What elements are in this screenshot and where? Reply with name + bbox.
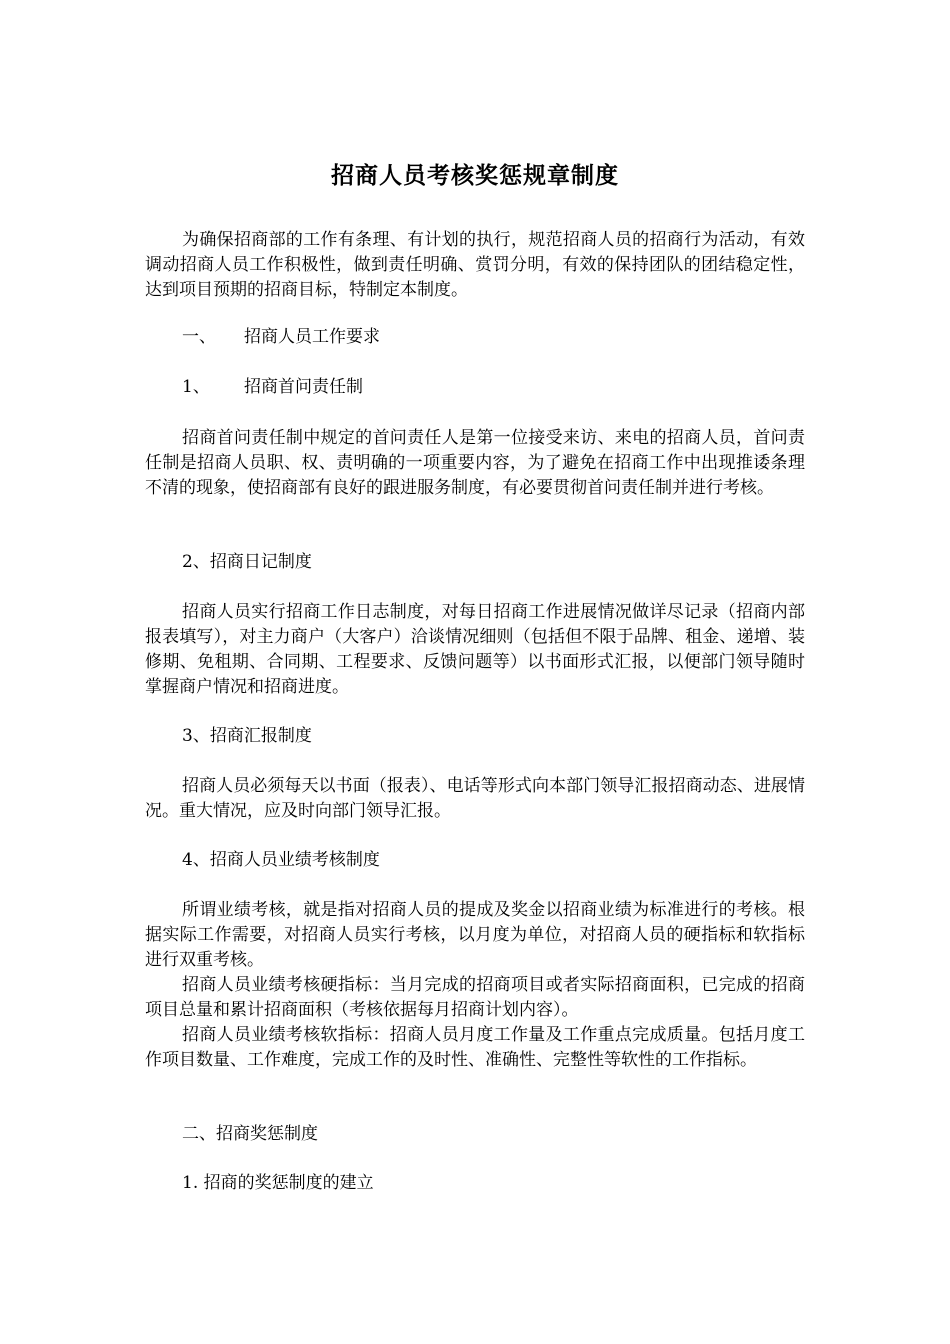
intro-paragraph-block bbox=[145, 228, 805, 303]
item2-paragraph-block bbox=[145, 600, 805, 700]
item-heading-2: 2、招商日记制度 bbox=[182, 552, 312, 572]
item-number: 1、 bbox=[182, 377, 210, 397]
document-title: 招商人员考核奖惩规章制度 bbox=[331, 162, 619, 189]
item2-paragraph: 招商人员实行招商工作日志制度，对每日招商工作进展情况做详尽记录（招商内部报表填写），对主力商户（大客户）洽谈情况细则（包括但不限于品牌、租金、递增、装修期、免租期、合同期、工程要求、反馈问题等）以书面形式汇报，以便部门领导随时掌握商户情况和招商进度。 bbox=[145, 602, 805, 697]
item-heading-1 bbox=[182, 375, 363, 400]
intro-paragraph: 为确保招商部的工作有条理、有计划的执行，规范招商人员的招商行为活动，有效调动招商人员工作积极性，做到责任明确、赏罚分明，有效的保持团队的团结稳定性，达到项目预期的招商目标，特制定本制度。 bbox=[145, 230, 805, 300]
item-title: 招商首问责任制 bbox=[244, 377, 363, 397]
item-heading-4: 4、招商人员业绩考核制度 bbox=[182, 850, 380, 870]
item1-paragraph: 招商首问责任制中规定的首问责任人是第一位接受来访、来电的招商人员，首问责任制是招商人员职、权、责明确的一项重要内容，为了避免在招商工作中出现推诿条理不清的现象，使招商部有良好的跟进服务制度，有必要贯彻首问责任制并进行考核。 bbox=[145, 428, 805, 498]
item3-paragraph-block bbox=[145, 774, 805, 824]
section-title: 招商人员工作要求 bbox=[244, 327, 380, 347]
item4-paragraph-2: 招商人员业绩考核硬指标：当月完成的招商项目或者实际招商面积，已完成的招商项目总量和累计招商面积（考核依据每月招商计划内容）。 bbox=[145, 975, 805, 1020]
item4-paragraph-1: 所谓业绩考核，就是指对招商人员的提成及奖金以招商业绩为标准进行的考核。根据实际工作需要，对招商人员实行考核，以月度为单位，对招商人员的硬指标和软指标进行双重考核。 bbox=[145, 900, 805, 970]
subsection-heading-1: 1. 招商的奖惩制度的建立 bbox=[182, 1173, 374, 1193]
item3-paragraph: 招商人员必须每天以书面（报表）、电话等形式向本部门领导汇报招商动态、进展情况。重大情况，应及时向部门领导汇报。 bbox=[145, 776, 805, 821]
item1-paragraph-block bbox=[145, 426, 805, 501]
item4-paragraph-3: 招商人员业绩考核软指标：招商人员月度工作量及工作重点完成质量。包括月度工作项目数量、工作难度，完成工作的及时性、准确性、完整性等软性的工作指标。 bbox=[145, 1025, 805, 1070]
item4-paragraph-block bbox=[145, 898, 805, 1073]
section-number: 一、 bbox=[182, 327, 216, 347]
section-heading-1 bbox=[182, 325, 380, 350]
section-heading-2: 二、招商奖惩制度 bbox=[182, 1124, 318, 1144]
item-heading-3: 3、招商汇报制度 bbox=[182, 726, 312, 746]
